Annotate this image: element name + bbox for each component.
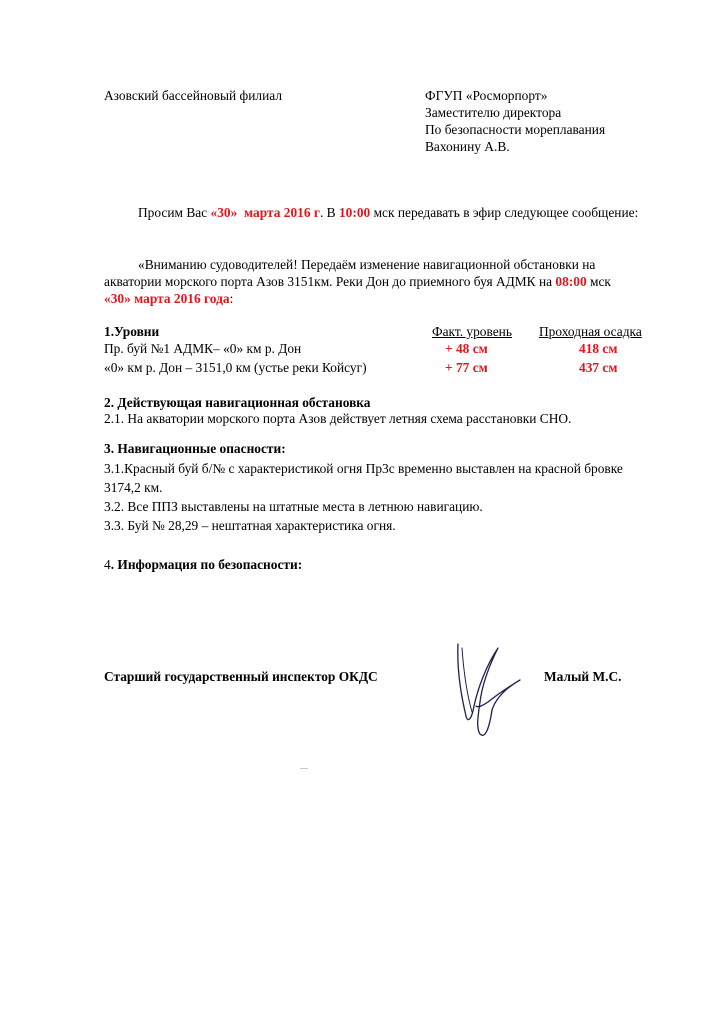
section3-item3: 3.3. Буй № 28,29 – нештатная характеристика огня. [104, 518, 396, 533]
section2-item1: 2.1. На акватории морского порта Азов действует летняя схема расстановки СНО. [104, 411, 572, 426]
request-text-part1: Просим Вас [138, 205, 211, 220]
levels-row-draft: 418 см [579, 341, 618, 356]
recipient-position-line1: Заместителю директора [425, 105, 562, 120]
organization-name: ФГУП «Росморпорт» [425, 88, 548, 103]
section3-item1-line1: 3.1.Красный буй б/№ с характеристикой огня Пр3с временно выставлен на красной бровке [104, 461, 623, 476]
signatory-name: Малый М.С. [544, 669, 622, 684]
divider-mark [300, 768, 308, 769]
message-line2 [104, 274, 611, 290]
message-line1: «Вниманию судоводителей! Передаём изменение навигационной обстановки на [138, 257, 596, 272]
request-text-part3: мск передавать в эфир следующее сообщение: [370, 205, 639, 220]
levels-row-draft: 437 см [579, 360, 618, 375]
levels-heading: 1.Уровни [104, 324, 160, 339]
section3-heading: 3. Навигационные опасности: [104, 441, 286, 456]
sender-name: Азовский бассейновый филиал [104, 88, 282, 103]
column-actual-level: Факт. уровень [432, 324, 512, 339]
message-line2-tail: мск [586, 274, 611, 289]
message-date: «30» марта 2016 года [104, 291, 230, 306]
section3-item1-line2: 3174,2 км. [104, 480, 163, 495]
request-text-part2: . В [319, 205, 339, 220]
request-date-day: «30» [210, 205, 238, 220]
message-time: 08:00 [555, 274, 587, 289]
levels-row-actual: + 77 см [445, 360, 488, 375]
request-time: 10:00 [338, 205, 371, 220]
recipient-position-line2: По безопасности мореплавания [425, 122, 606, 137]
levels-row-location: Пр. буй №1 АДМК– «0» км р. Дон [104, 341, 302, 356]
section4-heading [104, 557, 302, 573]
levels-row-location: «0» км р. Дон – 3151,0 км (устье реки Койсуг) [104, 360, 367, 375]
section2-heading: 2. Действующая навигационная обстановка [104, 395, 371, 410]
signatory-title: Старший государственный инспектор ОКДС [104, 669, 378, 684]
message-line3-tail: : [229, 291, 234, 306]
message-line3 [104, 291, 233, 307]
section3-item2: 3.2. Все ППЗ выставлены на штатные места в летнюю навигацию. [104, 499, 483, 514]
section4-number: 4 [104, 557, 111, 572]
section4-title: . Информация по безопасности: [110, 557, 303, 572]
request-line [138, 205, 638, 221]
handwritten-signature [452, 636, 524, 742]
request-date-rest: марта 2016 г [243, 205, 320, 220]
message-line2-text: акватории морского порта Азов 3151км. Реки Дон до приемного буя АДМК на [104, 274, 556, 289]
column-passing-draft: Проходная осадка [539, 324, 642, 339]
recipient-name: Вахонину А.В. [425, 139, 510, 154]
levels-row-actual: + 48 см [445, 341, 488, 356]
